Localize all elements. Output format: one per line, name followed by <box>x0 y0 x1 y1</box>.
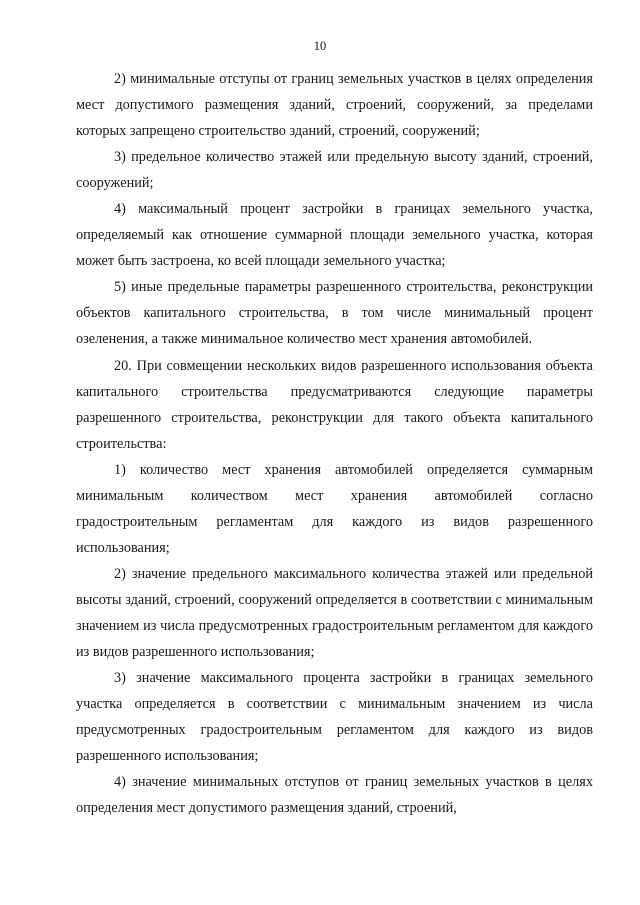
paragraph-20-item-4-setbacks: 4) значение минимальных отступов от границ земельных участков в целях определения мест допустимого размещения зданий, строений, <box>76 774 593 817</box>
paragraph-item-2-min-setbacks: 2) минимальные отступы от границ земельных участков в целях определения мест допустимого размещения зданий, строений, сооружений, за пределами которых запрещено строительство зданий, строений, сооружений; <box>76 71 593 140</box>
paragraph-item-3-max-floors: 3) предельное количество этажей или предельную высоту зданий, строений, сооружений; <box>76 149 593 192</box>
paragraph-20-item-3-coverage: 3) значение максимального процента застройки в границах земельного участка определяется в соответствии с минимальным значением из числа предусмотренных градостроительным регламентом для каждого из видов разрешенного использования; <box>76 670 593 765</box>
paragraph-clause-20: 20. При совмещении нескольких видов разрешенного использования объекта капитального строительства предусматриваются следующие параметры разрешенного строительства, реконструкции для такого объекта капитального строительства: <box>76 357 593 452</box>
page-number: 10 <box>313 39 327 53</box>
paragraph-item-4-max-coverage: 4) максимальный процент застройки в границах земельного участка, определяемый как отношение суммарной площади земельного участка, которая может быть застроена, ко всей площади земельного участка; <box>76 201 593 270</box>
paragraph-item-5-other-params: 5) иные предельные параметры разрешенного строительства, реконструкции объектов капитального строительства, в том числе минимальный процент озеленения, а также минимальное количество мест хранения автомобилей. <box>76 279 593 348</box>
paragraph-20-item-1-parking: 1) количество мест хранения автомобилей определяется суммарным минимальным количеством мест хранения автомобилей согласно градостроительным регламентам для каждого из видов разрешенного использования; <box>76 461 593 556</box>
paragraph-20-item-2-floors: 2) значение предельного максимального количества этажей или предельной высоты зданий, строений, сооружений определяется в соответствии с минимальным значением из числа предусмотренных градостроительным регламентом для каждого из видов разрешенного использования; <box>76 565 593 661</box>
document-body <box>76 66 593 821</box>
